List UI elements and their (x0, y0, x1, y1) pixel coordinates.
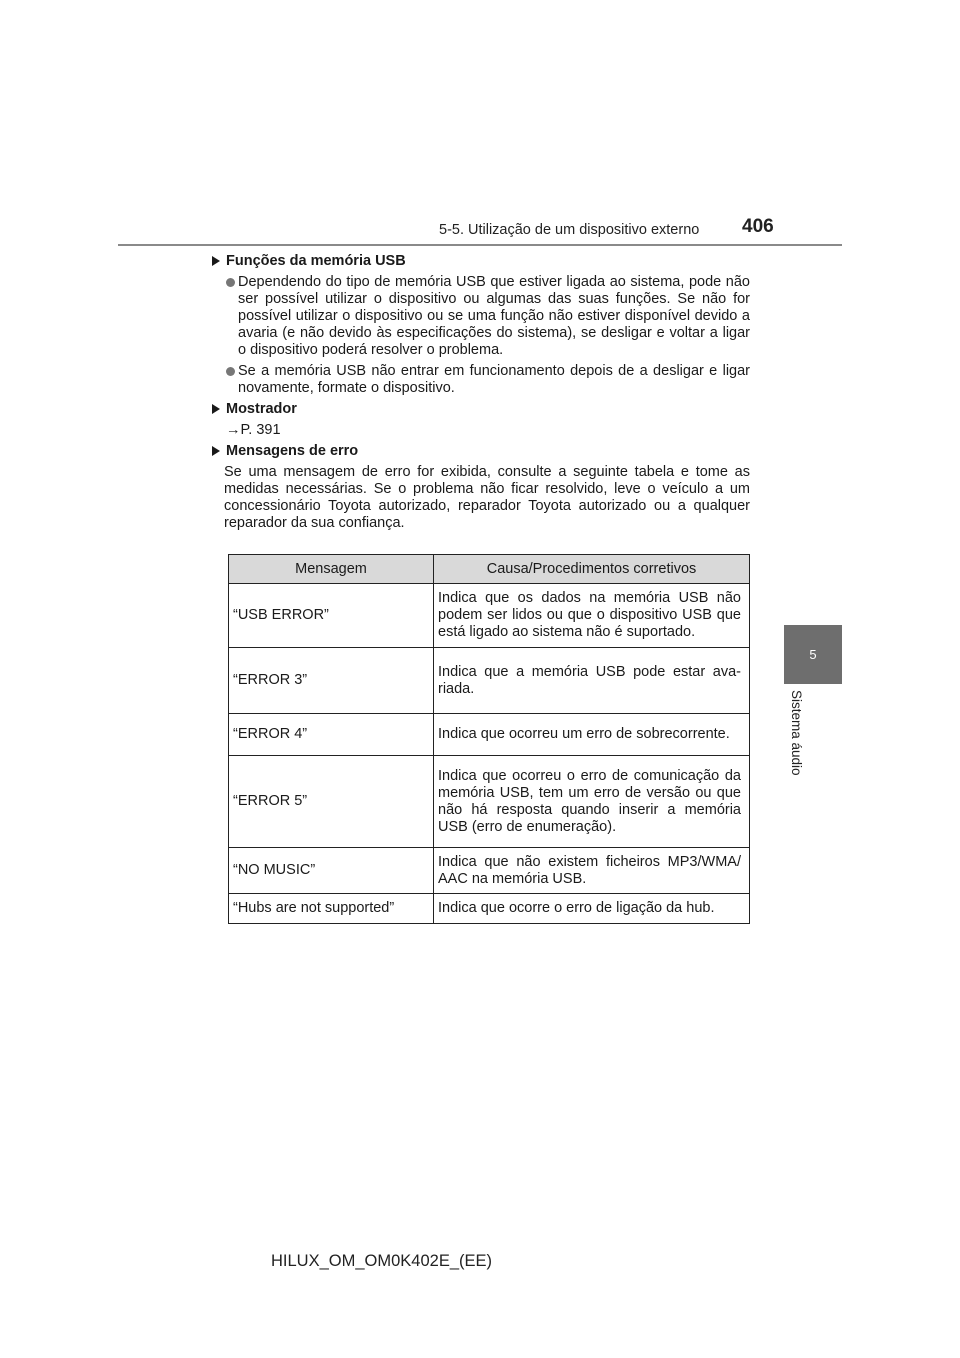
table-row (229, 648, 750, 714)
cause-cell: Indica que não existem ficheiros MP3/WMA/ AAC na memória USB. (434, 848, 750, 894)
bullet-item: Dependendo do tipo de memória USB que estiver ligada ao sistema, pode não ser possível utilizar o dispositivo ou algumas das suas funções. Se não for possível utilizar o dispositivo ou se uma função não estiver disponível devido a avaria (e não devido às especificações do sistema), se desligar e voltar a ligar o dispositivo poderá resolver o problema. (212, 274, 750, 359)
section-title: 5-5. Utilização de um dispositivo externo (439, 222, 700, 238)
bullet-item: Se a memória USB não entrar em funcionamento depois de a desligar e ligar novamente, formate o dispositivo. (212, 363, 750, 397)
message-cell: “ERROR 4” (229, 714, 434, 756)
table-row (229, 756, 750, 848)
heading-marker-icon (212, 404, 220, 414)
message-cell: “ERROR 3” (229, 648, 434, 714)
error-messages-table (228, 554, 750, 924)
header-divider (118, 244, 842, 246)
bullet-dot-icon (226, 278, 235, 287)
table-row (229, 714, 750, 756)
page-reference-link[interactable]: →P. 391 (226, 422, 281, 438)
chapter-title: Sistema áudio (789, 690, 804, 776)
table-row (229, 584, 750, 648)
page-number: 406 (742, 216, 774, 237)
section-heading-error-messages: Mensagens de erro (212, 443, 750, 460)
message-cell: “NO MUSIC” (229, 848, 434, 894)
cause-cell: Indica que a memória USB pode estar ava-riada. (434, 648, 750, 714)
cause-cell: Indica que os dados na memória USB não podem ser lidos ou que o dispositivo USB que está ligado ao sistema não é suportado. (434, 584, 750, 648)
heading-marker-icon (212, 446, 220, 456)
table-header-row (229, 555, 750, 584)
heading-marker-icon (212, 256, 220, 266)
table-row (229, 894, 750, 924)
table-row (229, 848, 750, 894)
cause-cell: Indica que ocorre o erro de ligação da hub. (434, 894, 750, 924)
cause-cell: Indica que ocorreu o erro de comunicação da memória USB, tem um erro de versão ou que não há resposta quando inserir a memória USB (erro de enumeração). (434, 756, 750, 848)
section-heading-display: Mostrador (212, 401, 750, 418)
cause-cell: Indica que ocorreu um erro de sobrecorrente. (434, 714, 750, 756)
page-header (0, 0, 960, 250)
page-content (212, 253, 750, 532)
column-header-message: Mensagem (229, 555, 434, 584)
column-header-cause: Causa/Procedimentos corretivos (434, 555, 750, 584)
section-heading-usb-functions: Funções da memória USB (212, 253, 750, 270)
bullet-dot-icon (226, 367, 235, 376)
message-cell: “ERROR 5” (229, 756, 434, 848)
chapter-tab (784, 625, 842, 684)
chapter-number: 5 (809, 647, 817, 662)
intro-paragraph: Se uma mensagem de erro for exibida, consulte a seguinte tabela e tome as medidas necessárias. Se o problema não ficar resolvido, leve o veículo a um concessionário Toyota autorizado, reparador Toyota autorizado ou a qualquer reparador da sua confiança. (224, 464, 750, 531)
document-code: HILUX_OM_OM0K402E_(EE) (271, 1252, 493, 1270)
message-cell: “USB ERROR” (229, 584, 434, 648)
message-cell: “Hubs are not supported” (229, 894, 434, 924)
